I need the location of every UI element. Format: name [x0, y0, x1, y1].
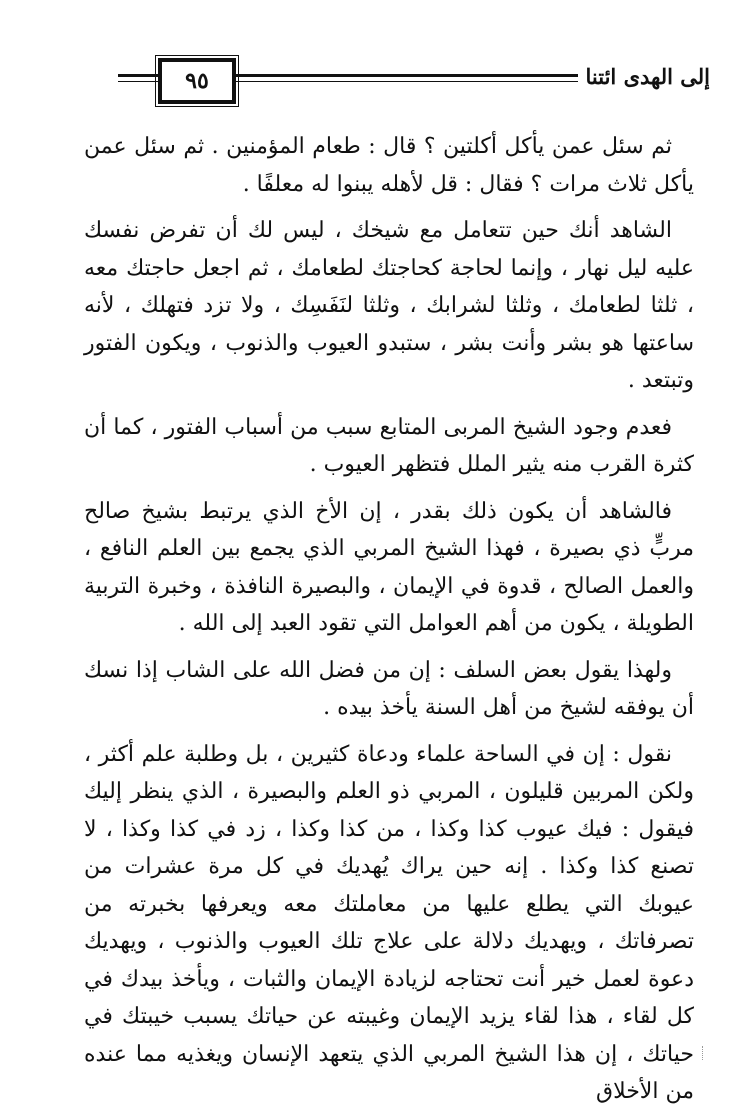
page-number: ٩٥	[185, 68, 209, 94]
paragraph: ولهذا يقول بعض السلف : إن من فضل الله على الشاب إذا نسك أن يوفقه لشيخ من أهل السنة يأخذ بيده .	[84, 657, 694, 720]
body-text	[84, 128, 694, 1120]
paragraph: الشاهد أنك حين تتعامل مع شيخك ، ليس لك أن تفرض نفسك عليه ليل نهار ، وإنما لحاجة كحاجتك لطعامك ، ثم اجعل حاجتك معه ، ثلثا لطعامك ، وثلثا لشرابك ، وثلثا لنَفَسِك ، ولا تزد فتهلك ، لأنه ساعتها هو بشر وأنت بشر ، ستبدو العيوب والذنوب ، ويكون الفتور وتبتعد .	[84, 218, 694, 393]
page-number-box	[158, 58, 236, 104]
paragraph: فعدم وجود الشيخ المربى المتابع سبب من أسباب الفتور ، كما أن كثرة القرب منه يثير الملل فتظهر العيوب .	[84, 414, 694, 477]
running-title: إلى الهدى ائتنا	[578, 64, 710, 89]
running-header	[118, 52, 710, 106]
scan-mark	[702, 1046, 707, 1060]
paragraph: ثم سئل عمن يأكل أكلتين ؟ قال : طعام المؤمنين . ثم سئل عمن يأكل ثلاث مرات ؟ فقال : قل لأهله يبنوا له معلفًا .	[84, 134, 694, 197]
paragraph: فالشاهد أن يكون ذلك بقدر ، إن الأخ الذي يرتبط بشيخ صالح مربٍّ ذي بصيرة ، فهذا الشيخ المربي الذي يجمع بين العلم النافع ، والعمل الصالح ، قدوة في الإيمان ، والبصيرة النافذة ، وخبرة التربية الطويلة ، يكون من أهم العوامل التي تقود العبد إلى الله .	[84, 498, 694, 636]
paragraph: نقول : إن في الساحة علماء ودعاة كثيرين ، بل وطلبة علم أكثر ، ولكن المربين قليلون ، المربي ذو العلم والبصيرة ، الذي ينظر إليك فيقول : فيك عيوب كذا وكذا ، من كذا وكذا ، زد في كذا وكذا ، لا تصنع كذا وكذا . إنه حين يراك يُهديك في كل مرة عشرات من عيوبك التي يطلع عليها من معاملتك معه ويعرفها بخبرته من تصرفاتك ، ويهديك دلالة على علاج تلك العيوب والذنوب ، ويهديك دعوة لعمل خير أنت تحتاجه لزيادة الإيمان والثبات ، ويأخذ بيدك في كل لقاء ، هذا لقاء يزيد الإيمان وغيبته عن حياتك يسبب خيبتك في حياتك ، إن هذا الشيخ المربي الذي يتعهد الإنسان ويغذيه مما عنده من الأخلاق	[84, 741, 694, 1104]
